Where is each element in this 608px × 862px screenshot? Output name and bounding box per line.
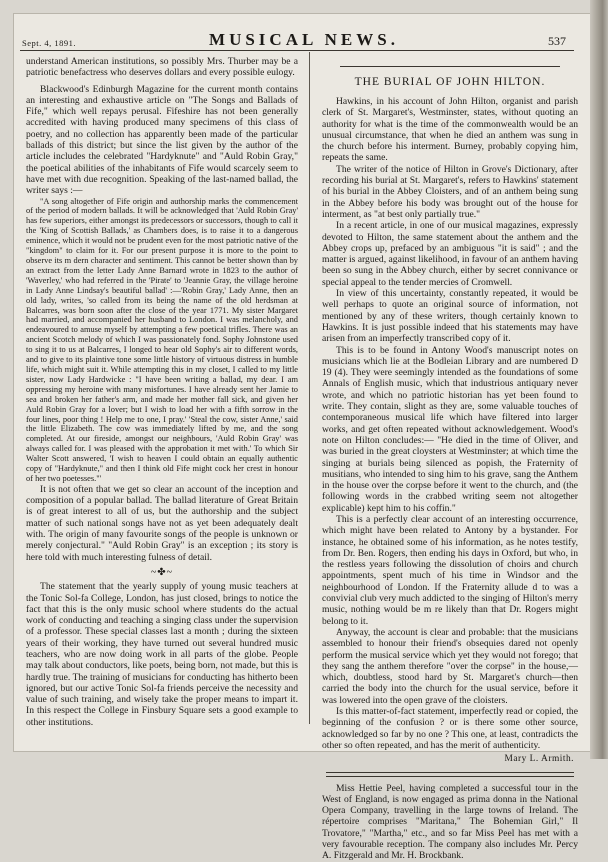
ballad-conclusion: It is not often that we get so clear an account of the inception and composition of a popular ballad. The ballad literature of Great Britain is of great interest to all of us, but the authorship and the subject matter of such national songs have not as yet been adequately dealt with. The origin of many favourite songs of the people is unknown or merely conjectural." "Auld Robin Gray" is an exception ; its story is here told with much interesting fulness of detail. (26, 483, 298, 563)
hilton-paragraph-4: In view of this uncertainty, constantly repeated, it would be well perhaps to quote an original source of information, not mentioned by any of these writers, though certainly known to Hawkins. It is just possible indeed that his statements may have arisen from an imperfectly transcribed copy of it. (322, 288, 578, 345)
hilton-paragraph-6: This is a perfectly clear account of an interesting occurrence, which might have been related to Antony by a bystander. For instance, he obtained some of his information, as he notes testify, from Dr. Ben. Rogers, then ending his days in Oxford, but who, in the restless years following the dissolution of choirs and church appointments, spent much of his time in Windsor and the neighbourhood of London. If the Fraternity allude d to was a convivial club very much addicted to the singing of Hilton's merry music, nothing would be m re likely than that Dr. Rogers might belong to it. (322, 513, 578, 627)
column-divider (309, 52, 310, 724)
hilton-paragraph-3: In a recent article, in one of our musical magazines, expressly devoted to Hilton, the same statement about the anthem and the Abbey crops up, prefaced by an ambiguous "it is said" ; and the matter is argued, against likelihood, in favour of an anthem having been so sung in the Abbey church, either by secret connivance or special appeal to the tender mercies of Cromwell. (322, 220, 578, 288)
header-rule (20, 50, 574, 51)
hilton-paragraph-2: The writer of the notice of Hilton in Grove's Dictionary, after recording his burial at St. Margaret's, refers to Hawkins' statement of his burial in the Abbey Cloisters, and of an anthem being sung in the Abbey before his body was brought out of the house for interment, as "at best only partially true." (322, 163, 578, 220)
intro-paragraph: understand American institutions, so possibly Mrs. Thurber may be a patriotic benefactress who deserves dollars and every possible eulogy. (26, 56, 298, 79)
issue-date: Sept. 4, 1891. (22, 38, 76, 48)
binding-gutter (590, 0, 608, 759)
author-signature: Mary L. Armith. (504, 754, 574, 765)
hettie-peel-paragraph: Miss Hettie Peel, having completed a successful tour in the West of England, is now engaged as prima donna in the National Opera Company, travelling in the large towns of Ireland. The répertoire comprises "Maritana," The Bohemian Girl," Il Trovatore," "Martha," etc., and so far Miss Peel has met with a very favourable reception. The company also includes Mr. Percy A. Fitzgerald and Mr. H. Brockbank. (322, 782, 578, 862)
ballad-quote: "A song altogether of Fife origin and authorship marks the commencement of the period of modern ballads. It will be acknowledged that 'Auld Robin Gray' has few superiors, either amongst its predecessors or successors, though to call it the 'King of Scottish Ballads,' as Chambers does, is to raise it to a dangerous eminence, which it would not be prudent even for the most patriotic native of the "kingdom" to claim for it. For our present purpose it is more to the point to observe its m dern character and sentiment. This cannot be better shown than by an extract from the letter Lady Anne Barnard wrote in 1823 to the author of 'Waverley,' who had referred in the 'Pirate' to 'Jeannie Gray, the village heroine in Lady Anne Lindsay's beautiful ballad' :—'Robin Gray,' Lady Anne, then an old lady, writes, 'so called from its being the name of the old herdsman at Balcarres, was born soon after the close of the year 1771. My sister Margaret had married, and accompanied her husband to London. I was melancholy, and endeavoured to amuse myself by attempting a few poetical trifles. There was an ancient Scotch melody of which I was passionately fond. Sophy Johnstone used to sing it to us at Balcarres, I longed to hear old Sophy's air to different words, and to give to its plaintive tone some little history of virtuous distress in humble life, which might suit it. While attempting this in my closet, I called to my little sister, now Lady Hardwicke : "I have been writing a ballad, my dear. I am oppressing my heroine with many misfortunes. I have already sent her Jamie to sea and broken her father's arm, and made her mother fall sick, and given her Auld Robin Gray for a lover; but I wish to load her with a fifth sorrow in the four lines, poor thing ! Help me to one, I pray.' 'Steal the cow, sister Anne,' said the little Elizabeth. The cow was immediately lifted by me, and the song completed. At our fireside, amongst our neighbours, 'Auld Robin Gray' was always called for. I was pleased with the approbation it met with.' To which Sir Walter Scott answered, 'I wish to heaven I could obtain an equally authentic copy of "Hardyknute," and then I think old Fife might cock her crest in honour of her two poetesses."' (26, 196, 298, 483)
hilton-paragraph-7: Anyway, the account is clear and probable: that the musicians assembled to honour their friend's obsequies dared not openly perform the musical service which yet they would not forego; that they sang the anthem therefore "over the corpse" in the house,—which, doubtless, stood hard by St. Margaret's church—then carried the body into the church for the usual service, before it was lowered into the open grave of the cloisters. (322, 626, 578, 706)
masthead: MUSICAL NEWS. (209, 30, 399, 49)
hilton-paragraph-8: Is this matter-of-fact statement, imperfectly read or copied, the beginning of the confusion ? or is there some other source, acknowledged so far by no one ? This one, at least, contradicts the other so often repeated, and has the merit of authenticity. (322, 706, 578, 751)
page-number: 537 (548, 34, 566, 48)
right-column (322, 96, 578, 862)
section-ornament: ~✤~ (150, 566, 174, 578)
tonic-solfa-paragraph: The statement that the yearly supply of young music teachers at the Tonic Sol-fa College, London, has just closed, brings to notice the fact that this is the only music school where students do the actual work of conducting and teaching a singing class under the supervision of a professor. These special classes last a month ; during the sixteen years of their working, they have turned out several hundred music teachers, who are now doing work in all parts of the globe. People may talk about conductors, like poets, being born, not made, but this is hardly true. The training of musicians for conducting has hitherto been ignored, but our active Tonic Sol-fa friends perceive the necessity and value of such training, and wisely take the proper means to impart it. In this respect the College in Finsbury Square sets a good example to other institutions. (26, 581, 298, 728)
section-rule (326, 772, 574, 777)
left-column (26, 56, 298, 728)
hilton-paragraph-5: This is to be found in Antony Wood's manuscript notes on musicians which lie at the Bodleian Library and are numbered D 19 (4). They were seemingly intended as the foundations of some Annals of English music, which that industrious antiquary never wrote, and which no patriotic historian has yet been found to write. They contain, slight as they are, some valuable touches of contemporaneous musical life which have filtered into larger works, and get often repeated without acknowledgement. Wood's note on Hilton concludes:— "He died in the time of Oliver, and was buried in the great cloysters at Westminster; at which time the singing at burials being silenced as popish, the Fraternity of musitians, who intended to sing him to his grave, sang the Anthem in the house over the corpse before it went to the church, and (the following words in the crabbed writing seem not altogether explicable) kept him to his coffin." (322, 344, 578, 514)
article-title: THE BURIAL OF JOHN HILTON. (354, 76, 546, 88)
blackwood-paragraph: Blackwood's Edinburgh Magazine for the current month contains an interesting and exhaustive article on "The Songs and Ballads of Fife," which well repays perusal. Fifeshire has not been generally accredited with having produced many specimens of this class of poetry, and no collection has apparently been made of the particular ballads of this district; but since the list given by the author of the article includes the celebrated "Hardyknute" and "Auld Robin Gray," the poetical abilities of the inhabitants of Fife would scarcely seem to have met with due recognition. Speaking of the last-named ballad, the writer says :— (26, 83, 298, 197)
title-rule (340, 66, 560, 67)
hilton-paragraph-1: Hawkins, in his account of John Hilton, organist and parish clerk of St. Margaret's, Westminster, states, without quoting an authority for what is the time of the commonwealth would be an unusual circumstance, that when he died an anthem was sung in the church before his interment. Burney, probably copying him, repeats the same. (322, 96, 578, 164)
